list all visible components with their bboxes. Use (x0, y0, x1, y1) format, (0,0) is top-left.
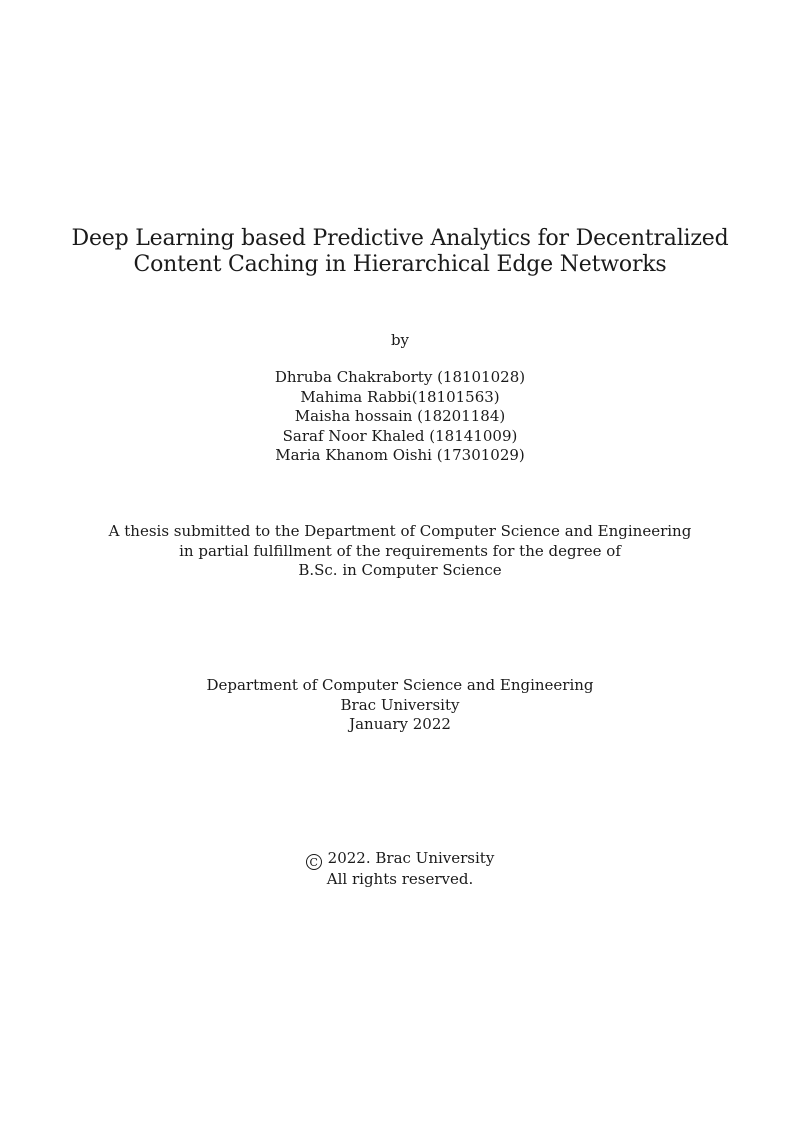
submission-line-3: B.Sc. in Computer Science (298, 561, 502, 579)
thesis-title-line-1: Deep Learning based Predictive Analytics for Decentralized (71, 226, 729, 251)
university-name: Brac University (340, 695, 460, 714)
thesis-title-line-2: Content Caching in Hierarchical Edge Networks (133, 252, 667, 277)
author-item: Maria Khanom Oishi (17301029) (275, 446, 525, 464)
copyright-notice (0, 849, 800, 870)
rights-reserved: All rights reserved. (326, 870, 474, 888)
submission-line-2: in partial fulfillment of the requirements for the degree of (179, 541, 621, 560)
submission-date: January 2022 (349, 715, 451, 733)
author-item: Saraf Noor Khaled (18141009) (282, 426, 518, 445)
submission-statement (0, 522, 800, 581)
author-item: Mahima Rabbi(18101563) (300, 387, 500, 406)
copyright-icon: C (306, 854, 322, 870)
copyright-block (0, 849, 800, 890)
by-label: by (390, 331, 410, 349)
author-item: Maisha hossain (18201184) (294, 407, 506, 425)
copyright-text: 2022. Brac University (327, 849, 495, 867)
affiliation-block (0, 676, 800, 735)
author-list (0, 368, 800, 466)
thesis-title (0, 226, 800, 278)
department-name: Department of Computer Science and Engineering (206, 676, 594, 694)
author-item: Dhruba Chakraborty (18101028) (274, 368, 526, 386)
submission-line-1: A thesis submitted to the Department of Computer Science and Engineering (108, 522, 692, 540)
